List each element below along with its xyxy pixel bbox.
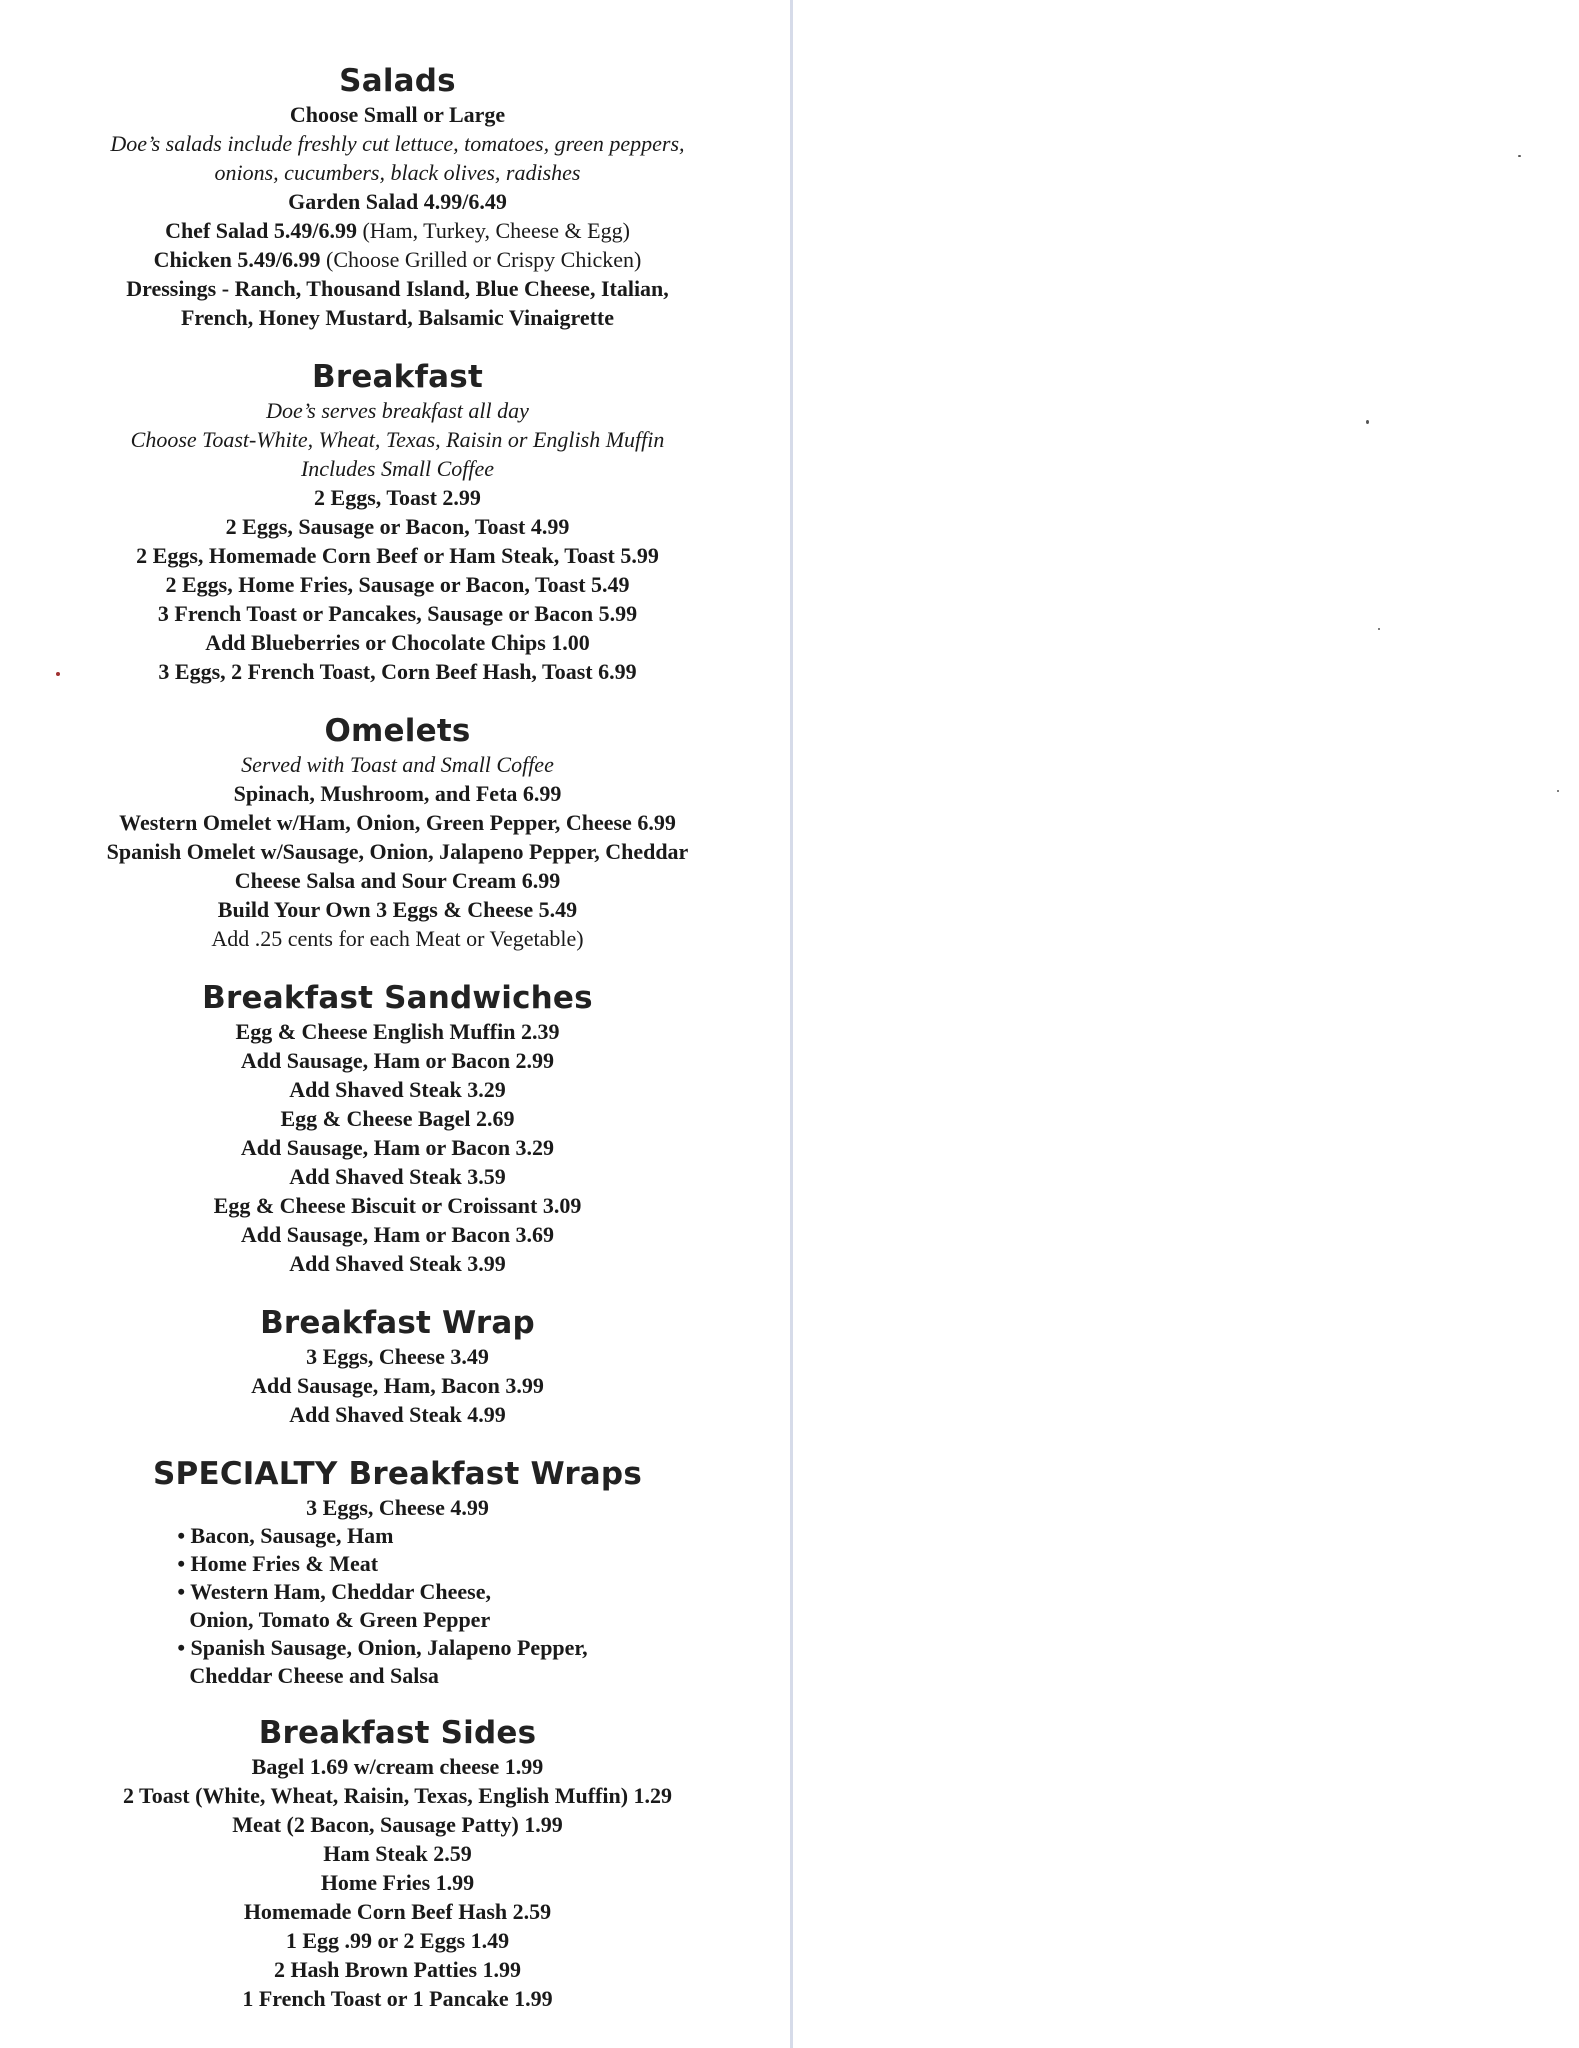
menu-item: Bagel 1.69 w/cream cheese 1.99 [251, 1754, 544, 1779]
menu-item-name-price: Chicken 5.49/6.99 [153, 247, 321, 272]
section-title-specialty-wraps: SPECIALTY Breakfast Wraps [153, 1456, 642, 1492]
menu-column [0, 62, 795, 2039]
bullet-item: • Bacon, Sausage, Ham [177, 1523, 394, 1548]
section-title-breakfast-sandwiches: Breakfast Sandwiches [202, 980, 593, 1016]
menu-item: Egg & Cheese Biscuit or Croissant 3.09 [213, 1193, 582, 1218]
menu-item: Meat (2 Bacon, Sausage Patty) 1.99 [232, 1812, 563, 1837]
menu-item: Egg & Cheese Bagel 2.69 [280, 1106, 515, 1131]
breakfast-note: Choose Toast-White, Wheat, Texas, Raisin or English Muffin [130, 427, 665, 452]
menu-item: Add Shaved Steak 3.99 [289, 1251, 506, 1276]
menu-item: 1 French Toast or 1 Pancake 1.99 [242, 1986, 553, 2011]
menu-item: Homemade Corn Beef Hash 2.59 [243, 1899, 552, 1924]
specialty-wraps-options [177, 1522, 587, 1690]
menu-item: Garden Salad 4.99/6.49 [288, 189, 507, 214]
menu-item: Cheese Salsa and Sour Cream 6.99 [234, 868, 561, 893]
menu-item: Build Your Own 3 Eggs & Cheese 5.49 [217, 897, 578, 922]
scan-speck [1378, 628, 1380, 630]
menu-item: 2 Eggs, Sausage or Bacon, Toast 4.99 [225, 514, 570, 539]
menu-item: Add Shaved Steak 3.29 [289, 1077, 506, 1102]
menu-item: 2 Eggs, Home Fries, Sausage or Bacon, Toast 5.49 [165, 572, 630, 597]
menu-item-note: (Choose Grilled or Crispy Chicken) [326, 247, 642, 272]
bullet-item: • Home Fries & Meat [177, 1551, 379, 1576]
section-breakfast-wrap [0, 1304, 795, 1429]
menu-item [0, 216, 795, 245]
menu-item: 2 Eggs, Homemade Corn Beef or Ham Steak, Toast 5.99 [136, 543, 659, 568]
menu-item: Add Shaved Steak 4.99 [289, 1402, 506, 1427]
bullet-item-continuation: Cheddar Cheese and Salsa [189, 1663, 439, 1688]
menu-item-note: (Ham, Turkey, Cheese & Egg) [362, 218, 630, 243]
breakfast-note: Includes Small Coffee [300, 456, 495, 481]
section-title-omelets: Omelets [324, 713, 471, 749]
menu-item: 1 Egg .99 or 2 Eggs 1.49 [285, 1928, 510, 1953]
menu-item: 2 Eggs, Toast 2.99 [314, 485, 481, 510]
section-breakfast-sandwiches [0, 979, 795, 1278]
menu-item [0, 245, 795, 274]
omelets-addon-note: Add .25 cents for each Meat or Vegetable) [211, 926, 584, 951]
menu-item: Add Blueberries or Chocolate Chips 1.00 [205, 630, 590, 655]
dressings-list: French, Honey Mustard, Balsamic Vinaigrette [180, 305, 615, 330]
menu-item: Western Omelet w/Ham, Onion, Green Pepper, Cheese 6.99 [119, 810, 676, 835]
menu-item-name-price: Chef Salad 5.49/6.99 [165, 218, 357, 243]
menu-item: 3 Eggs, Cheese 3.49 [306, 1344, 489, 1369]
menu-item: Spinach, Mushroom, and Feta 6.99 [233, 781, 562, 806]
scan-speck [56, 672, 60, 676]
menu-item: Home Fries 1.99 [320, 1870, 475, 1895]
bullet-item-continuation: Onion, Tomato & Green Pepper [189, 1607, 491, 1632]
section-breakfast [0, 358, 795, 686]
menu-item: Add Shaved Steak 3.59 [289, 1164, 506, 1189]
bullet-item: • Western Ham, Cheddar Cheese, [177, 1579, 491, 1604]
menu-item: 3 French Toast or Pancakes, Sausage or Bacon 5.99 [157, 601, 638, 626]
section-title-breakfast: Breakfast [312, 359, 483, 395]
section-breakfast-sides [0, 1714, 795, 2013]
dressings-list: Dressings - Ranch, Thousand Island, Blue Cheese, Italian, [126, 276, 669, 301]
salads-description: Doe’s salads include freshly cut lettuce, tomatoes, green peppers, [110, 131, 685, 156]
scan-speck [1557, 790, 1559, 792]
menu-item: Spanish Omelet w/Sausage, Onion, Jalapeno Pepper, Cheddar [106, 839, 689, 864]
menu-item: Ham Steak 2.59 [323, 1841, 472, 1866]
omelets-note: Served with Toast and Small Coffee [241, 752, 554, 777]
section-title-breakfast-sides: Breakfast Sides [258, 1715, 537, 1751]
scan-speck [1518, 155, 1521, 157]
menu-item: Add Sausage, Ham or Bacon 3.29 [240, 1135, 555, 1160]
bullet-item: • Spanish Sausage, Onion, Jalapeno Pepper, [177, 1635, 588, 1660]
section-specialty-wraps [0, 1455, 795, 1690]
section-salads [0, 62, 795, 332]
menu-item: 3 Eggs, 2 French Toast, Corn Beef Hash, Toast 6.99 [158, 659, 637, 684]
menu-item: 2 Hash Brown Patties 1.99 [273, 1957, 522, 1982]
scan-speck [1366, 420, 1369, 424]
menu-item: Egg & Cheese English Muffin 2.39 [235, 1019, 560, 1044]
menu-item: 3 Eggs, Cheese 4.99 [306, 1495, 489, 1520]
salads-description: onions, cucumbers, black olives, radishes [214, 160, 581, 185]
breakfast-note: Doe’s serves breakfast all day [266, 398, 529, 423]
menu-item: Add Sausage, Ham or Bacon 3.69 [240, 1222, 555, 1247]
section-title-salads: Salads [339, 63, 456, 99]
salads-subtitle: Choose Small or Large [289, 102, 506, 127]
section-omelets [0, 712, 795, 953]
menu-item: Add Sausage, Ham or Bacon 2.99 [240, 1048, 555, 1073]
menu-item: Add Sausage, Ham, Bacon 3.99 [251, 1373, 544, 1398]
menu-item: 2 Toast (White, Wheat, Raisin, Texas, English Muffin) 1.29 [122, 1783, 673, 1808]
section-title-breakfast-wrap: Breakfast Wrap [260, 1305, 535, 1341]
